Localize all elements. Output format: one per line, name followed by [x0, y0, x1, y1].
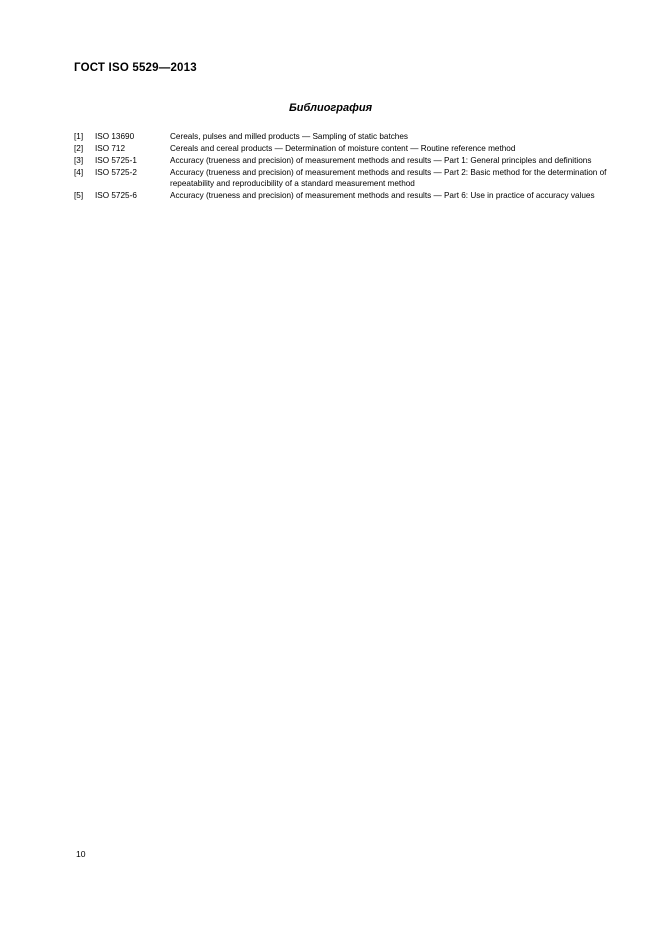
page-number: 10	[76, 849, 86, 859]
bibliography-entry	[74, 143, 619, 154]
bibliography-entry	[74, 167, 619, 190]
entry-description: Cereals and cereal products — Determination of moisture content — Routine reference method	[170, 143, 516, 153]
entry-number: [3]	[74, 155, 84, 165]
bibliography-entry	[74, 131, 619, 142]
entry-number: [2]	[74, 143, 84, 153]
entry-reference: ISO 5725-2	[95, 167, 137, 177]
entry-reference: ISO 5725-6	[95, 190, 137, 200]
entry-description: Cereals, pulses and milled products — Sampling of static batches	[170, 132, 409, 141]
bibliography-list	[74, 131, 619, 202]
page-header-standard-number: ГОСТ ISO 5529—2013	[74, 62, 197, 74]
entry-reference: ISO 13690	[95, 132, 135, 141]
entry-description: Accuracy (trueness and precision) of measurement methods and results — Part 6: Use in practice of accuracy values	[170, 190, 595, 200]
section-title-bibliography: Библиография	[288, 102, 373, 114]
bibliography-entry	[74, 155, 619, 166]
entry-description: Accuracy (trueness and precision) of measurement methods and results — Part 2: Basic method for the determination of repeatability and reproducibility of a standard measurement method	[170, 167, 607, 188]
entry-description: Accuracy (trueness and precision) of measurement methods and results — Part 1: General principles and definitions	[170, 155, 592, 165]
bibliography-entry	[74, 190, 619, 201]
entry-number: [4]	[74, 167, 84, 177]
entry-reference: ISO 712	[95, 143, 126, 153]
entry-reference: ISO 5725-1	[95, 155, 137, 165]
entry-number: [5]	[74, 190, 84, 200]
entry-number: [1]	[74, 132, 84, 141]
